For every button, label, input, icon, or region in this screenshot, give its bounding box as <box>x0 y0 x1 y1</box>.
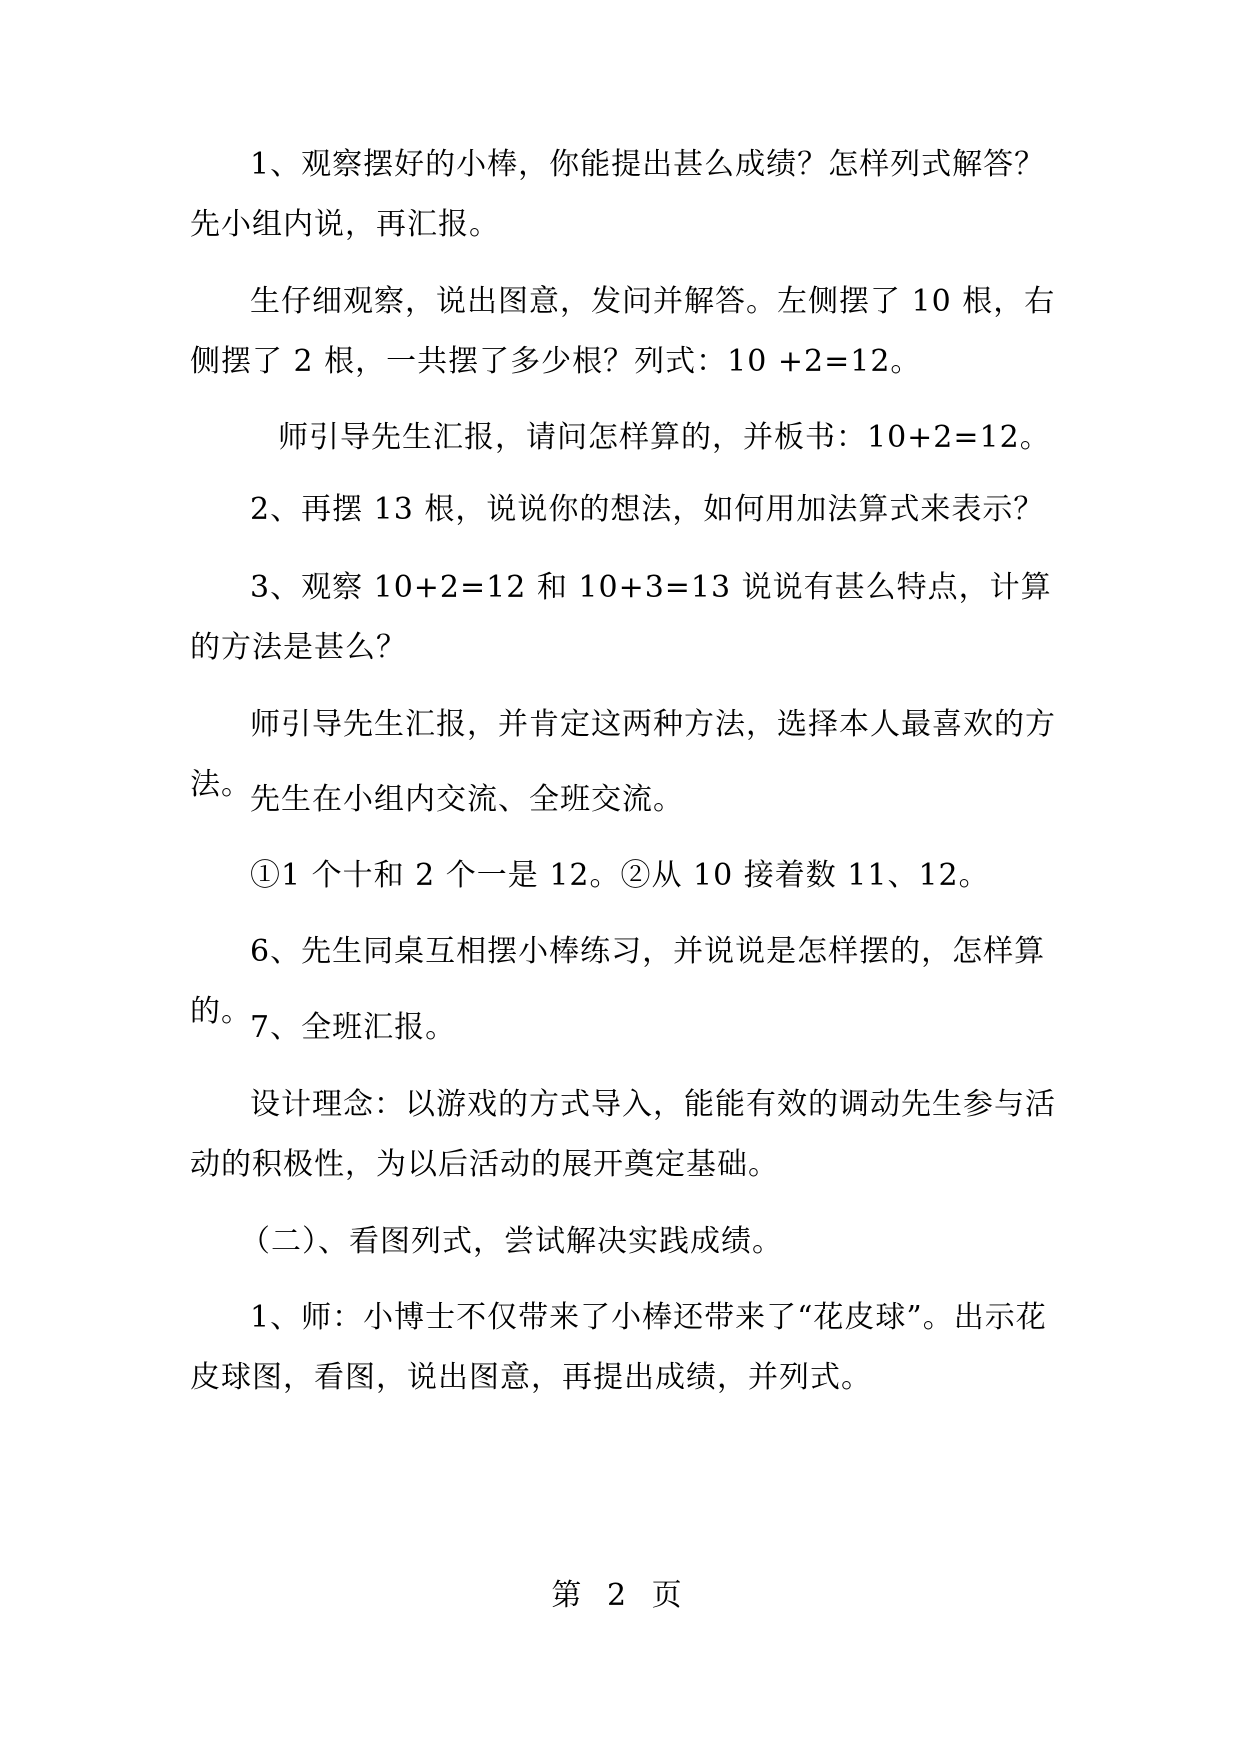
paragraph-5: 3、观察 10+2=12 和 10+3=13 说说有甚么特点，计算的方法是甚么？ <box>190 570 1052 665</box>
page-number: 第 2 页 <box>551 1578 690 1613</box>
paragraph-9: 6、先生同桌互相摆小棒练习，并说说是怎样摆的，怎样算的。 <box>190 934 1046 1029</box>
paragraph-10: 7、全班汇报。 <box>250 1010 457 1045</box>
paragraph-11: 设计理念：以游戏的方式导入，能能有效的调动先生参与活动的积极性，为以后活动的展开奠定基础。 <box>190 1087 1056 1182</box>
paragraph-3: 师引导先生汇报，请问怎样算的，并板书：10+2=12。 <box>278 420 1051 455</box>
paragraph-2: 生仔细观察，说出图意，发问并解答。左侧摆了 10 根，右侧摆了 2 根，一共摆了多少根？列式：10 +2=12。 <box>190 284 1056 379</box>
paragraph-1: 1、观察摆好的小棒，你能提出甚么成绩？怎样列式解答？先小组内说，再汇报。 <box>190 147 1046 242</box>
paragraph-8: ①1 个十和 2 个一是 12。②从 10 接着数 11、12。 <box>250 858 990 893</box>
paragraph-12: （二）、看图列式，尝试解决实践成绩。 <box>240 1224 783 1259</box>
paragraph-13: 1、师：小博士不仅带来了小棒还带来了“花皮球”。出示花皮球图，看图，说出图意，再提出成绩，并列式。 <box>190 1300 1047 1395</box>
paragraph-7: 先生在小组内交流、全班交流。 <box>250 782 684 817</box>
paragraph-6: 师引导先生汇报，并肯定这两种方法，选择本人最喜欢的方法。 <box>190 707 1056 802</box>
paragraph-4: 2、再摆 13 根，说说你的想法，如何用加法算式来表示？ <box>250 492 1045 527</box>
